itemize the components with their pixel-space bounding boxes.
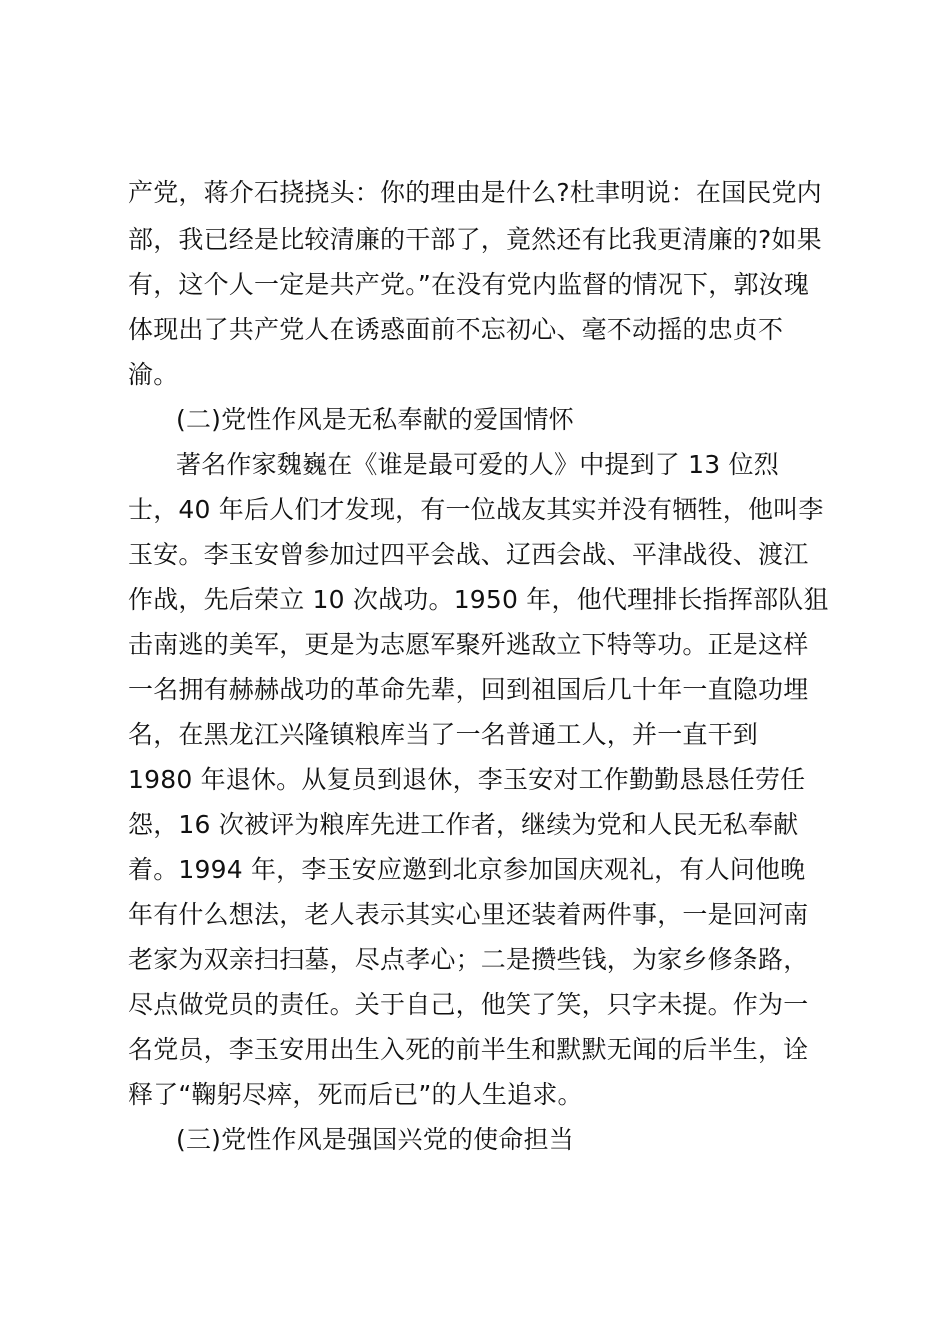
text-line: 体现出了共产党人在诱惑面前不忘初心、毫不动摇的忠贞不	[128, 315, 784, 344]
text-line: 怨，16 次被评为粮库先进工作者，继续为党和人民无私奉献	[128, 810, 799, 839]
text-line: 击南逃的美军，更是为志愿军聚歼逃敌立下特等功。正是这样	[128, 630, 809, 659]
text-line: 部，我已经是比较清廉的干部了，竟然还有比我更清廉的?如果	[128, 225, 822, 254]
text-line: 有，这个人一定是共产党。”在没有党内监督的情况下，郭汝瑰	[128, 270, 810, 299]
text-line: 老家为双亲扫扫墓，尽点孝心；二是攒些钱，为家乡修条路，	[128, 945, 809, 974]
text-line: 产党，蒋介石挠挠头：你的理由是什么?杜聿明说：在国民党内	[128, 178, 822, 207]
section-heading: (三)党性作风是强国兴党的使命担当	[176, 1125, 574, 1154]
text-line: 作战，先后荣立 10 次战功。1950 年，他代理排长指挥部队狙	[128, 585, 829, 614]
text-line: 年有什么想法，老人表示其实心里还装着两件事，一是回河南	[128, 900, 809, 929]
text-line: 渝。	[128, 360, 179, 389]
text-line: 1980 年退休。从复员到退休，李玉安对工作勤勤恳恳任劳任	[128, 765, 806, 794]
text-line: 着。1994 年，李玉安应邀到北京参加国庆观礼，有人问他晚	[128, 855, 806, 884]
text-line: 名，在黑龙江兴隆镇粮库当了一名普通工人，并一直干到	[128, 720, 759, 749]
paragraph-first-line: 著名作家魏巍在《谁是最可爱的人》中提到了 13 位烈	[176, 450, 779, 479]
text-line: 尽点做党员的责任。关于自己，他笑了笑，只字未提。作为一	[128, 990, 809, 1019]
text-line: 名党员，李玉安用出生入死的前半生和默默无闻的后半生，诠	[128, 1035, 809, 1064]
text-line: 玉安。李玉安曾参加过四平会战、辽西会战、平津战役、渡江	[128, 540, 809, 569]
text-line: 释了“鞠躬尽瘁，死而后已”的人生追求。	[128, 1080, 583, 1109]
text-line: 一名拥有赫赫战功的革命先辈，回到祖国后几十年一直隐功埋	[128, 675, 809, 704]
text-line: 士，40 年后人们才发现，有一位战友其实并没有牺牲，他叫李	[128, 495, 824, 524]
section-heading: (二)党性作风是无私奉献的爱国情怀	[176, 405, 574, 434]
